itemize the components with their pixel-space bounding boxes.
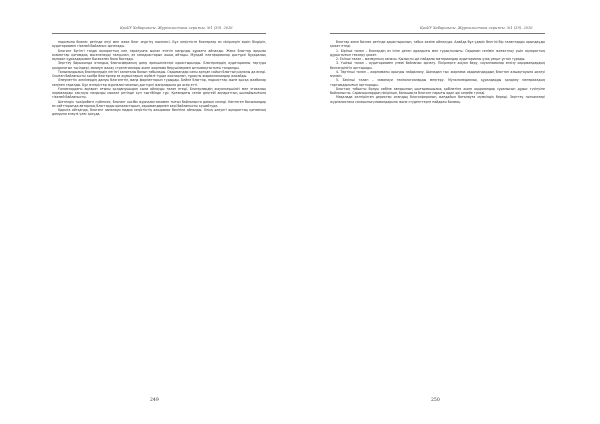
- paragraph: 2. Екінші талап – мазмұнның сапасы. Қызықты әрі пайдалы материалдар аудиторияны ұзақ уақыт ұстап тұрады.: [336, 57, 526, 61]
- paragraph: Танымалдылық блогерлердің негізгі капиталы болып табылады. Оқырмандар саны артқан сайын блогтың ықпалы да өседі. Осыған байланысты кәсіби блогерлер өз жұмыстарын жүйелі түрде жоспарлап, тұрақты жарияланымдар жасайды.: [52, 69, 266, 78]
- paragraph: Блогтың табысты болуы көбіне авторының шығармашылық қабілетіне және оқырмандар сұранысын дұрыс түсінуіне байланысты. Сарапшылардың пікірінше, болашақта блогинг нарығы одан әрі кеңейе түседі.: [330, 86, 545, 95]
- paragraph: Блогинг бүгінгі таңда ақпараттың кең таралуына ықпал ететін маңызды құралға айналды. Жеке блогтар арқылы азаматтар қоғамдық мәселелерді талқылап, өз көзқарастарын ашық айтады. Мұндай платформалар дәстүрлі бұқаралық ақпарат құралдарымен бәсекелес бола бастады.: [52, 48, 266, 61]
- body-text-right: [330, 40, 545, 385]
- paragraph: нарығына бизнес ретінде енуі мен жеке блог жүргізу мәселесі. Бұл кеңістікте блогерлер өз пікірлерін еркін білдіріп, аудиториямен тікелей байланыс орнатады.: [52, 40, 266, 49]
- paragraph: Әлеуметтік желілердің дамуы блогингтің жаңа форматтарын тудырды. Бейне блогтар, подкасттар және қысқа жазбалар кеңінен таралды. Бұл өзгерістер журналистиканың дәстүрлі жанрларына да әсер етті.: [52, 78, 266, 87]
- paragraph: Ғаламтордағы ақпарат ағыны қолданушыдан сыни ойлауды талап етеді. Блогерлердің жауапкершілігі мен этикалық нормаларды сақтауы маңызды мәселе ретінде күн тәртібінде тұр. Қоғамдағы сенім деңгейі ақпараттың шынайылығына тікелей байланысты.: [52, 86, 266, 100]
- paragraph: 3. Үшінші талап – аудиториямен үнемі байланыс орнату. Пікірлерге жауап беру, сауалнамалар өткізу оқырмандардың белсенділігін арттырады.: [330, 61, 545, 70]
- right-page: [300, 0, 600, 424]
- body-text-left: [52, 40, 266, 324]
- paragraph: Зерттеу барысында отандық блогосфераның даму ерекшеліктері қарастырылды. Блогерлердің аудиторияны тартуда қолданатын тәсілдері, мазмұн жасау стратегиялары және жарнама берушілермен ынтымақтастығы талданды.: [52, 61, 266, 70]
- page-number-left: 249: [150, 398, 159, 403]
- paragraph: Шетелдік тәжірибеге сүйенсек, блогинг кәсіби журналистикамен тығыз байланыста дамып келеді. Көптеген басылымдар өз сайттарында авторлық блогтарды орналастырып, оқырмандармен кері байланысты күшейтуде.: [52, 99, 266, 108]
- paragraph: 5. Бесінші талап – заманауи технологияларды меңгеру. Мультимедиялық құралдарды қолдану материалдың тартымдылығын арттырады.: [330, 78, 545, 87]
- running-head-left: ҚазҰУ Хабаршысы. Журналистика сериясы. №1 (39). 2016: [120, 26, 233, 30]
- running-head-right: ҚазҰУ Хабаршысы. Журналистика сериясы. №1 (39). 2016: [420, 26, 533, 30]
- paragraph: блогтар жеке бизнес ретінде қарастырылып, табыс көзіне айналуда. Алайда бұл үдеріс белгілі бір талаптарды орындауды қажет етеді.: [330, 40, 545, 49]
- paragraph: Мақалада келтірілген деректер отандық блогосфераның жағдайын бағалауға мүмкіндік береді. Зерттеу нәтижелері журналистика саласының мамандарына және студенттерге пайдалы болмақ.: [330, 95, 545, 104]
- paragraph: 4. Төртінші талап – жарнаманы орынды пайдалану. Шамадан тыс жарнама оқырмандардың блогтан алшақтауына әкелуі мүмкін.: [330, 69, 545, 78]
- page-number-right: 250: [431, 398, 440, 403]
- header-rule-right: [330, 33, 545, 34]
- paragraph: Қорыта айтқанда, блогинг заманауи медиа кеңістіктің ажырамас бөлігіне айналды. Оның әлеуеті ақпараттық қоғамның дамуына елеулі үлес қосуда.: [52, 108, 266, 117]
- paragraph: 1. Бірінші талап – блогердің өз ісіне деген адалдығы мен тұрақтылығы. Оқырман сенімін жоғалтпау үшін ақпараттың дұрыстығын тексеру қажет.: [330, 48, 545, 57]
- header-rule-left: [52, 33, 266, 34]
